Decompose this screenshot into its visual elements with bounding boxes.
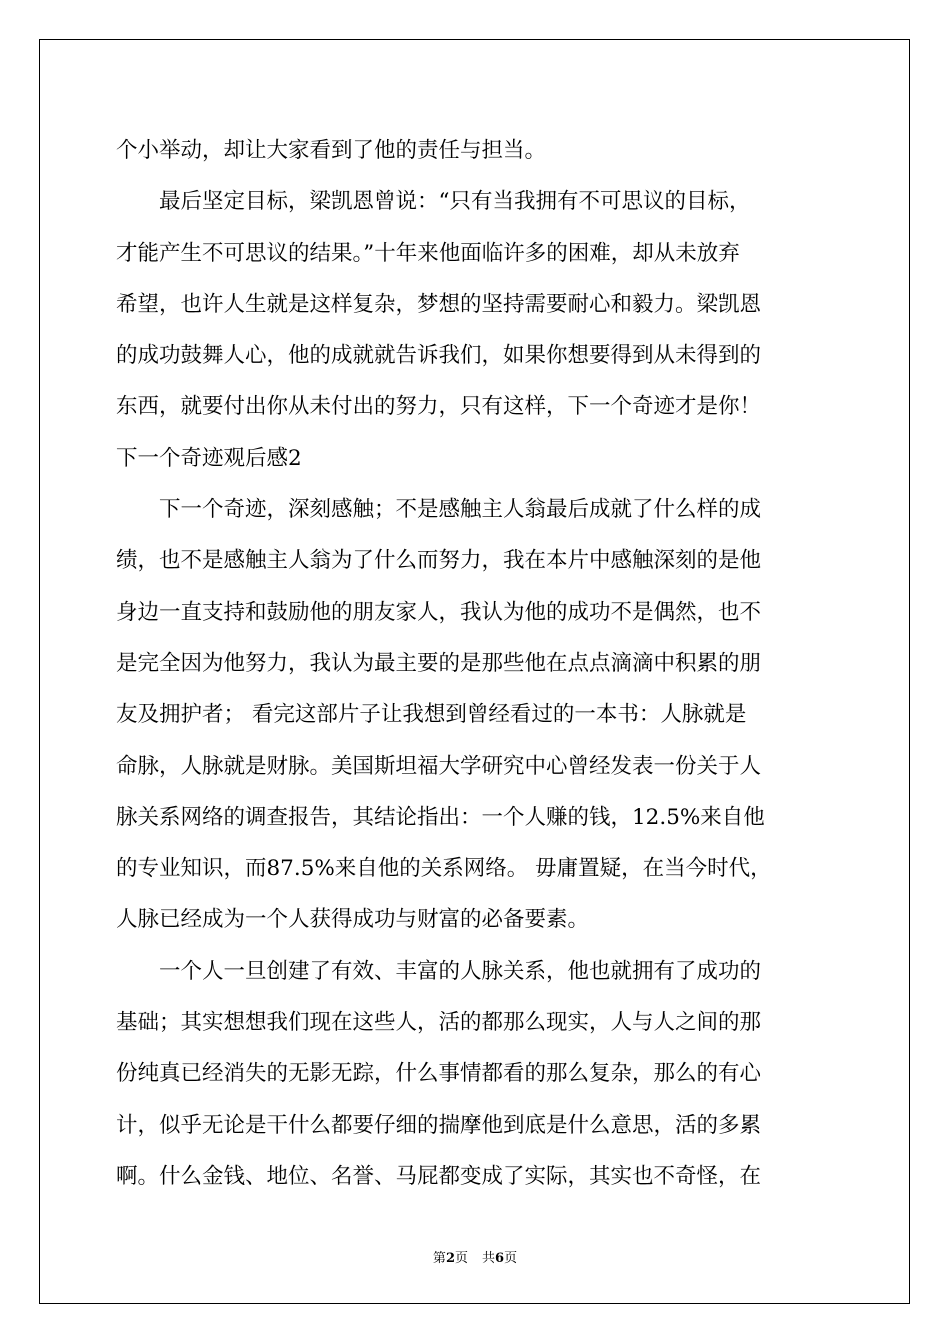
text-line: 东西，就要付出你从未付出的努力，只有这样，下一个奇迹才是你！ bbox=[116, 394, 762, 420]
text-line: 才能产生不可思议的结果。”十年来他面临许多的困难，却从未放弃 bbox=[116, 240, 740, 266]
current-page-number: 2 bbox=[445, 1251, 455, 1266]
text-line: 脉关系网络的调查报告，其结论指出：一个人赚的钱，12.5%来自他 bbox=[116, 804, 765, 830]
text-line: 份纯真已经消失的无影无踪，什么事情都看的那么复杂，那么的有心 bbox=[116, 1061, 762, 1087]
text-line: 个小举动，却让大家看到了他的责任与担当。 bbox=[116, 138, 547, 163]
text-line: 的专业知识，而87.5%来自他的关系网络。 毋庸置疑，在当今时代， bbox=[116, 856, 772, 882]
total-label-suffix: 页 bbox=[504, 1251, 518, 1266]
text-line: 是完全因为他努力，我认为最主要的是那些他在点点滴滴中积累的朋 bbox=[116, 650, 762, 676]
text-line: 命脉，人脉就是财脉。美国斯坦福大学研究中心曾经发表一份关于人 bbox=[116, 753, 762, 779]
total-page-count: 6 bbox=[495, 1251, 505, 1266]
page-footer bbox=[0, 1247, 950, 1266]
section-heading: 下一个奇迹观后感2 bbox=[116, 445, 302, 471]
text-line: 计，似乎无论是干什么都要仔细的揣摩他到底是什么意思，活的多累 bbox=[116, 1112, 762, 1138]
text-line: 绩，也不是感触主人翁为了什么而努力，我在本片中感触深刻的是他 bbox=[116, 548, 762, 574]
document-body bbox=[116, 125, 841, 1202]
page-label-suffix: 页 bbox=[454, 1251, 468, 1266]
text-line: 啊。什么金钱、地位、名誉、马屁都变成了实际，其实也不奇怪，在 bbox=[116, 1163, 762, 1189]
text-line: 的成功鼓舞人心，他的成就就告诉我们，如果你想要得到从未得到的 bbox=[116, 343, 762, 369]
paragraph-first-line: 下一个奇迹，深刻感触；不是感触主人翁最后成就了什么样的成 bbox=[159, 497, 762, 523]
text-line: 基础；其实想想我们现在这些人，活的都那么现实，人与人之间的那 bbox=[116, 1010, 762, 1036]
text-line: 友及拥护者； 看完这部片子让我想到曾经看过的一本书：人脉就是 bbox=[116, 702, 747, 728]
text-line: 身边一直支持和鼓励他的朋友家人，我认为他的成功不是偶然，也不 bbox=[116, 599, 762, 625]
text-line: 人脉已经成为一个人获得成功与财富的必备要素。 bbox=[116, 907, 590, 933]
paragraph-first-line: 一个人一旦创建了有效、丰富的人脉关系，他也就拥有了成功的 bbox=[159, 958, 762, 984]
paragraph-first-line: 最后坚定目标，梁凯恩曾说：“只有当我拥有不可思议的目标， bbox=[159, 189, 751, 215]
page-label-prefix: 第 bbox=[432, 1251, 446, 1266]
text-line: 希望，也许人生就是这样复杂，梦想的坚持需要耐心和毅力。梁凯恩 bbox=[116, 291, 762, 317]
total-label-prefix: 共 bbox=[482, 1251, 496, 1266]
